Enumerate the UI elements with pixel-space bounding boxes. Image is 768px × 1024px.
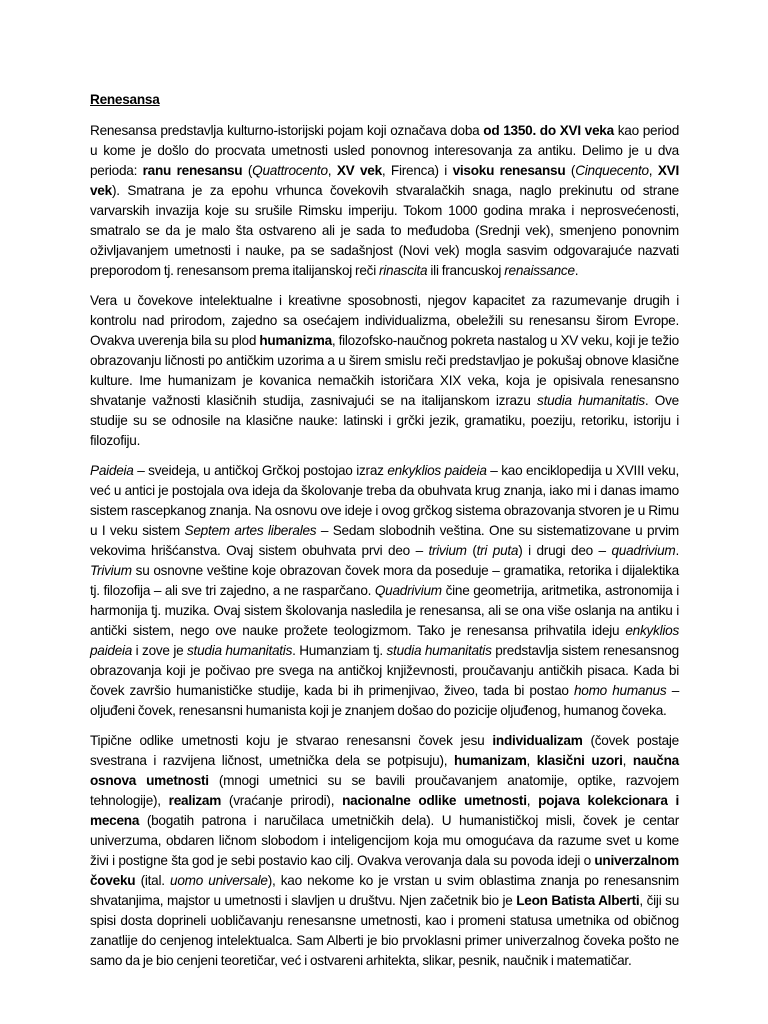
text-run: Vera u čovekove intelektualne i kreativne sposobnosti, njegov kapacitet za razumevanje drugih i kontrolu nad prirodom, zajedno sa osećajem individualizma, obeležili su renesansu širom Evrope. Ovakva uverenja bila su plod bbox=[90, 293, 679, 348]
italic-term: enkyklios paideia bbox=[90, 623, 679, 658]
bold-term: klasični uzori bbox=[536, 753, 623, 768]
bold-term: od 1350. do XVI veka bbox=[483, 123, 614, 138]
text-run: – sveideja, u antičkoj Grčkoj postojao izraz bbox=[133, 463, 388, 478]
bold-term: nacionalne odlike umetnosti bbox=[342, 793, 527, 808]
italic-term: uomo universale bbox=[170, 873, 268, 888]
text-run: predstavlja sistem renesansnog obrazovanja koji je počivao pre svega na antičkoj književnosti, proučavanju antičkih pisaca. Kada bi čovek završio humanističke studije, kada bi ih primenjivao, živeo, tada bi postao bbox=[90, 643, 679, 698]
italic-term: homo humanus bbox=[573, 683, 667, 698]
text-run: , čiji su spisi dosta doprineli uobličavanju renesansne umetnosti, kao i promeni statusa umetnika od običnog zanatlije do cenjenog intelektualca. Sam Alberti je bio prvoklasni primer univerzalnog čoveka pošto ne samo da je bio cenjeni teoretičar, već i ostvareni arhitekta, slikar, pesnik, naučnik i matematičar. bbox=[90, 893, 680, 968]
text-run: – Sedam slobodnih veština. One su sistematizovane u prvim vekovima hrišćanstva. Ovaj sistem obuhvata prvi deo – bbox=[90, 523, 679, 558]
text-run: , filozofsko-naučnog pokreta nastalog u XV veku, koji je težio obrazovanju ličnosti po antičkim uzorima a u širem smislu reči predstavljao je pokušaj obnove klasične kulture. Ime humanizam je kovanica nemačkih istoričara XIX veka, koja je opisivala renesansno shvatanje važnosti klasičnih studija, zasnivajući se na italijanskom izrazu bbox=[90, 333, 679, 408]
italic-term: Septem artes liberales bbox=[184, 523, 317, 538]
italic-term: tri puta bbox=[476, 543, 519, 558]
text-run: – kao enciklopedija u XVIII veku, već u antici je postojala ova ideja da školovanje treba da obuhvata krug znanja, iako mi i danas imamo sistem rascepkanog znanja. Na osnovu ove ideje i ovog grčkog sistema obrazovanja stvoren je u Rimu u I veku sistem bbox=[90, 463, 679, 538]
text-run: (bogatih patrona i naručilaca umetničkih dela). U humanističkoj misli, čovek je centar univerzuma, obdaren ličnom slobodom i inteligencijom koja mu omogućava da razume svet u kome živi i postigne šta god je sebi postavio kao cilj. Ovakva verovanja dala su povoda ideji o bbox=[90, 813, 679, 868]
text-run: , bbox=[327, 163, 337, 178]
bold-term: humanizma bbox=[259, 333, 332, 348]
text-run: . bbox=[675, 543, 679, 558]
bold-term: humanizam bbox=[454, 753, 527, 768]
text-run: (vraćanje prirodi), bbox=[221, 793, 343, 808]
text-run: ( bbox=[565, 163, 576, 178]
text-run: ). Smatrana je za epohu vrhunca čovekovih stvaralačkih snaga, naglo prekinutu od strane varvarskih invazija koje su srušile Rimsku imperiju. Tokom 1000 godina mraka i neprosvećenosti, smatralo se da je malo šta ostvareno ali je sada to međudoba (Srednji vek), smenjeno ponovnim oživljavanjem umetnosti i nauke, pa se sadašnjost (Novi vek) mogla sasvim odgovarajuće nazvati preporodom tj. renesansom prema italijanskoj reči bbox=[90, 183, 679, 278]
text-run: Renesansa predstavlja kulturno-istorijski pojam koji označava doba bbox=[90, 123, 484, 138]
text-run: ) i drugi deo – bbox=[518, 543, 612, 558]
italic-term: renaissance bbox=[504, 263, 575, 278]
text-run: . Humanziam tj. bbox=[292, 643, 387, 658]
document-heading: Renesansa bbox=[90, 92, 160, 107]
bold-term: XV vek bbox=[336, 163, 382, 178]
bold-term: naučna osnova umetnosti bbox=[90, 753, 679, 788]
text-run: ( bbox=[466, 543, 477, 558]
italic-term: rinascita bbox=[379, 263, 428, 278]
paragraph-intro bbox=[90, 121, 679, 281]
text-run: Tipične odlike umetnosti koju je stvarao renesansni čovek jesu bbox=[90, 733, 493, 748]
italic-term: studia humanitatis bbox=[537, 393, 645, 408]
bold-term: univerzalnom čoveku bbox=[90, 853, 679, 888]
italic-term: enkyklios paideia bbox=[387, 463, 487, 478]
text-run: su osnovne veštine koje obrazovan čovek mora da poseduje – gramatika, retorika i dijalektika tj. filozofija – ali sve tri zajedno, a ne rasparčano. bbox=[90, 563, 679, 598]
bold-term: realizam bbox=[168, 793, 222, 808]
italic-term: Quadrivium bbox=[374, 583, 442, 598]
bold-term: visoku renesansu bbox=[452, 163, 566, 178]
text-run: , bbox=[526, 793, 539, 808]
text-run: ), kao nekome ko je vrstan u svim oblastima znanja po renesansnim shvatanjima, majstor u umetnosti i slavljen u društvu. Njen začetnik bio je bbox=[90, 873, 680, 908]
italic-term: Cinquecento bbox=[575, 163, 649, 178]
bold-term: Leon Batista Alberti bbox=[516, 893, 640, 908]
text-run: , Firenca) i bbox=[381, 163, 453, 178]
text-run: , bbox=[622, 753, 633, 768]
paragraph-paideia bbox=[90, 461, 679, 721]
text-run: (mnogi umetnici su se bavili proučavanjem anatomije, optike, razvojem tehnologije), bbox=[90, 773, 679, 808]
text-run: ( bbox=[242, 163, 253, 178]
bold-term: individualizam bbox=[492, 733, 583, 748]
paragraph-humanism bbox=[90, 291, 679, 451]
text-run: , bbox=[526, 753, 537, 768]
document-body bbox=[90, 90, 679, 981]
bold-term: ranu renesansu bbox=[142, 163, 243, 178]
bold-term: XVI vek bbox=[90, 163, 680, 198]
italic-term: quadrivium bbox=[611, 543, 676, 558]
paragraph-characteristics bbox=[90, 731, 679, 971]
italic-term: studia humanitatis bbox=[187, 643, 293, 658]
italic-term: Quattrocento bbox=[252, 163, 328, 178]
italic-term: studia humanitatis bbox=[386, 643, 492, 658]
text-run: . bbox=[574, 263, 579, 278]
text-run: (čovek postaje svestrana i razvijena ličnost, umetnička dela se potpisuju), bbox=[90, 733, 679, 768]
text-run: – oljuđeni čovek, renesansni humanista koji je znanjem došao do pozicije oljuđenog, humanog čoveka. bbox=[90, 683, 679, 718]
bold-term: pojava kolekcionara i mecena bbox=[90, 793, 680, 828]
text-run: , bbox=[648, 163, 658, 178]
italic-term: Paideia bbox=[90, 463, 134, 478]
italic-term: Trivium bbox=[90, 563, 132, 578]
text-run: i zove je bbox=[132, 643, 187, 658]
text-run: . Ove studije su se odnosile na klasične nauke: latinski i grčki jezik, gramatiku, poeziju, retoriku, istoriju i filozofiju. bbox=[90, 393, 679, 448]
text-run: čine geometrija, aritmetika, astronomija i harmonija tj. muzika. Ovaj sistem školovanja nasledila je renesansa, ali se ona više oslanja na antiku i antički sistem, nego ove nauke prožete teologizmom. Tako je renesansa prihvatila ideju bbox=[90, 583, 679, 638]
text-run: kao period u kome je došlo do procvata umetnosti usled ponovnog interesovanja za antiku. Delimo je u dva perioda: bbox=[90, 123, 680, 178]
text-run: (ital. bbox=[135, 873, 171, 888]
text-run: ili francuskoj bbox=[427, 263, 505, 278]
italic-term: trivium bbox=[428, 543, 467, 558]
